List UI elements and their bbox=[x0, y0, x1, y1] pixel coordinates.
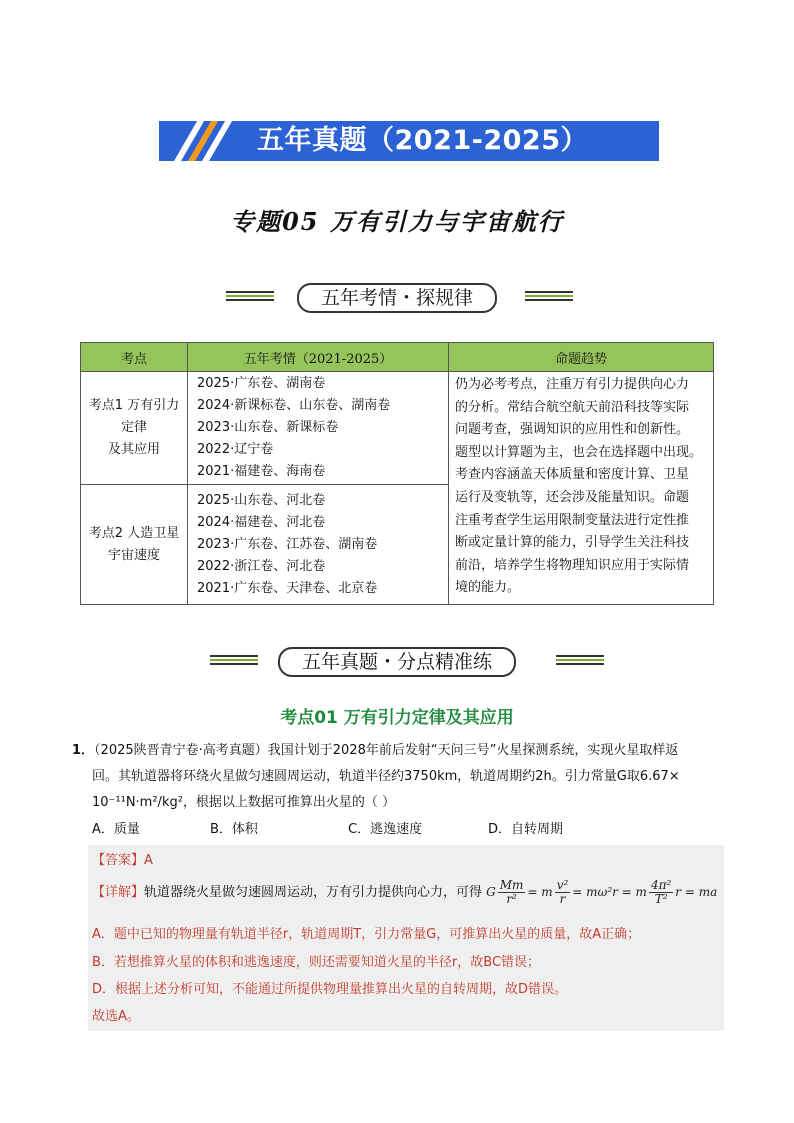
question-text: 回。其轨道器将环绕火星做匀速圆周运动，轨道半径约3750km，轨道周期约2h。引力常量G取6.67× bbox=[92, 769, 680, 784]
trend-line: 注重考查学生运用限制变量法进行定性推 bbox=[455, 512, 690, 528]
trend-line: 运行及变轨等，还会涉及能量知识。命题 bbox=[455, 489, 690, 505]
year-item: 2024·福建卷、河北卷 bbox=[197, 514, 326, 530]
trend-line: 仍为必考考点，注重万有引力提供向心力 bbox=[455, 377, 690, 392]
decorative-lines-icon bbox=[556, 655, 604, 666]
year-item: 2021·广东卷、天津卷、北京卷 bbox=[197, 580, 378, 596]
year-item: 2025·山东卷、河北卷 bbox=[197, 492, 326, 508]
explain-line: A．题中已知的物理量有轨道半径r，轨道周期T，引力常量G，可推算出火星的质量，故A正确； bbox=[92, 927, 641, 942]
question bbox=[72, 738, 732, 816]
question-text: 10⁻¹¹N·m²/kg²，根据以上数据可推算出火星的（ ） bbox=[92, 795, 396, 810]
table-point bbox=[81, 485, 188, 605]
point-text: 考点1 万有引力定律 及其应用 bbox=[88, 398, 180, 457]
trend-line: 前沿，培养学生将物理知识应用于实际情 bbox=[455, 557, 690, 573]
decorative-lines-icon bbox=[525, 291, 573, 302]
question-number: 1． bbox=[72, 743, 95, 758]
practice-header bbox=[0, 647, 794, 677]
banner-title: 五年真题（2021-2025） bbox=[257, 125, 588, 156]
trend-line: 题型以计算题为主，也会在选择题中出现。 bbox=[455, 444, 703, 460]
year-item: 2021·福建卷、海南卷 bbox=[197, 464, 326, 479]
table-years bbox=[188, 485, 449, 605]
option-b: B．体积 bbox=[210, 822, 258, 837]
year-item: 2025·广东卷、湖南卷 bbox=[197, 376, 326, 391]
year-item: 2022·浙江卷、河北卷 bbox=[197, 558, 326, 574]
overview-table bbox=[80, 342, 714, 605]
trend-line: 境的能力。 bbox=[455, 580, 521, 596]
table-point bbox=[81, 372, 188, 485]
overview-title: 五年考情・探规律 bbox=[297, 283, 497, 313]
year-item: 2023·山东卷、新课标卷 bbox=[197, 420, 339, 435]
option-d: D．自转周期 bbox=[488, 822, 564, 837]
overview-header bbox=[0, 283, 794, 313]
decorative-lines-icon bbox=[226, 291, 274, 302]
question-text: （2025陕晋青宁卷·高考真题）我国计划于2028年前后发射“天问三号”火星探测系统，实现火星取样返 bbox=[94, 743, 679, 758]
detail-line bbox=[92, 879, 717, 906]
trend-line: 断或定量计算的能力，引导学生关注科技 bbox=[455, 535, 690, 551]
option-c: C．逃逸速度 bbox=[348, 822, 423, 837]
point-text: 考点2 人造卫星 宇宙速度 bbox=[88, 525, 180, 563]
year-item: 2024·新课标卷、山东卷、湖南卷 bbox=[197, 398, 391, 413]
title-banner bbox=[159, 121, 659, 161]
table-years bbox=[188, 372, 449, 485]
table-header: 命题趋势 bbox=[449, 343, 714, 372]
year-item: 2023·广东卷、江苏卷、湖南卷 bbox=[197, 536, 378, 552]
trend-line: 考查内容涵盖天体质量和密度计算、卫星 bbox=[455, 467, 690, 483]
gravity-formula: G $\frac{Mm}{\text{r²}}$ = m $\frac{\text{v²}}{r}$ = mω²r = m $\frac{\text{4π²}}{\text{T²}}$ r = ma bbox=[486, 878, 718, 906]
option-a: A．质量 bbox=[92, 822, 140, 837]
explain-line: D．根据上述分析可知，不能通过所提供物理量推算出火星的自转周期，故D错误。 bbox=[92, 982, 568, 997]
year-item: 2022·辽宁卷 bbox=[197, 442, 274, 457]
table-header: 五年考情（2021-2025） bbox=[188, 343, 449, 372]
decorative-lines-icon bbox=[210, 655, 258, 666]
topic-title: 专题05 万有引力与宇宙航行 bbox=[230, 207, 564, 236]
trend-line: 的分析。常结合航空航天前沿科技等实际 bbox=[455, 399, 690, 415]
table-trend bbox=[449, 372, 714, 605]
detail-text: 轨道器绕火星做匀速圆周运动，万有引力提供向心力，可得 bbox=[144, 885, 483, 900]
conclusion: 故选A。 bbox=[92, 1009, 140, 1024]
answer-label: 【答案】A bbox=[92, 853, 153, 868]
detail-label: 【详解】 bbox=[92, 885, 145, 900]
answer-box bbox=[88, 845, 724, 1031]
table-header: 考点 bbox=[81, 343, 188, 372]
practice-title: 五年真题・分点精准练 bbox=[278, 647, 516, 677]
section-title: 考点01 万有引力定律及其应用 bbox=[280, 708, 514, 728]
explain-line: B．若想推算火星的体积和逃逸速度，则还需要知道火星的半径r，故BC错误； bbox=[92, 955, 541, 970]
trend-line: 问题考查，强调知识的应用性和创新性。 bbox=[455, 422, 690, 438]
